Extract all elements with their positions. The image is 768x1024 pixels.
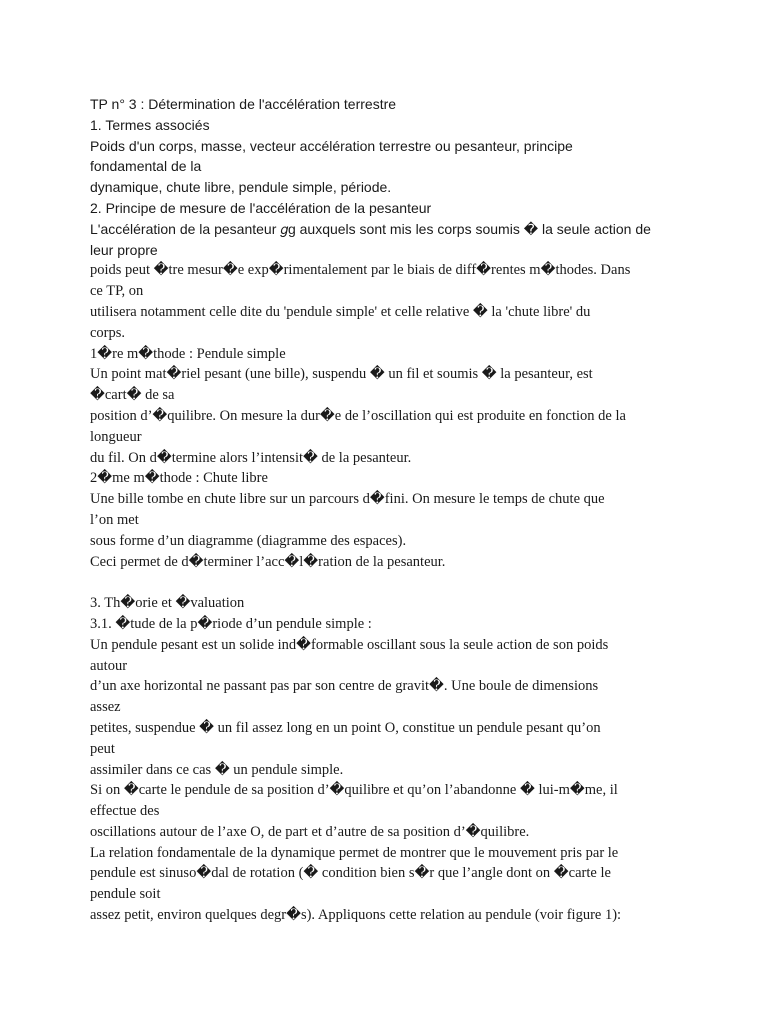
text-line: 3. Th�orie et �valuation [90,595,245,612]
text-line: 3.1. �tude de la p�riode d’un pendule simple : [90,615,372,632]
text-line: 2�me m�thode : Chute libre [90,470,268,487]
text-line: 1�re m�thode : Pendule simple [90,345,286,362]
text-line: corps. [90,324,126,341]
text-line: La relation fondamentale de la dynamique permet de montrer que le mouvement pris par le [90,844,619,861]
text-line: l’on met [90,511,139,528]
text-line: assez [90,699,121,716]
text-line: ce TP, on [90,283,144,300]
text-line: assimiler dans ce cas � un pendule simple. [90,761,344,778]
text-line: utilisera notamment celle dite du 'pendule simple' et celle relative � la 'chute libre' du [90,303,591,320]
text-line: dynamique, chute libre, pendule simple, période. [90,179,392,196]
text-line: poids peut �tre mesur�e exp�rimentalement par le biais de diff�rentes m�thodes. Dans [90,262,631,279]
blank-line [90,572,682,593]
text-line: Un point mat�riel pesant (une bille), suspendu � un fil et soumis � la pesanteur, est [90,366,593,383]
text-line: leur propre [90,241,158,258]
text-line: assez petit, environ quelques degr�s). Appliquons cette relation au pendule (voir figure 1): [90,907,622,924]
text-line: Une bille tombe en chute libre sur un parcours d�fini. On mesure le temps de chute que [90,491,605,508]
text-line: Si on �carte le pendule de sa position d’�quilibre et qu’on l’abandonne � lui-m�me, il [90,782,618,799]
text-line: d’un axe horizontal ne passant pas par son centre de gravit�. Une boule de dimensions [90,678,599,695]
text-line: Ceci permet de d�terminer l’acc�l�ration de la pesanteur. [90,553,446,570]
text-line: autour [90,657,128,674]
text-line: longueur [90,428,142,445]
text-line: sous forme d’un diagramme (diagramme des espaces). [90,532,407,549]
text-line: peut [90,740,115,757]
text-line: effectue des [90,803,160,820]
text-line: Un pendule pesant est un solide ind�formable oscillant sous la seule action de son poids [90,636,609,653]
text-line: pendule est sinuso�dal de rotation (� condition bien s�r que l’angle dont on �carte le [90,865,611,882]
text-line: position d’�quilibre. On mesure la dur�e de l’oscillation qui est produite en fonction de la [90,407,626,424]
text-line: oscillations autour de l’axe O, de part et d’autre de sa position d’�quilibre. [90,823,530,840]
text-line: �cart� de sa [90,387,175,404]
text-line: du fil. On d�termine alors l’intensit� de la pesanteur. [90,449,412,466]
text-line: fondamental de la [90,158,202,175]
text-line: Poids d'un corps, masse, vecteur accélération terrestre ou pesanteur, principe [90,137,573,154]
text-line: pendule soit [90,886,161,903]
text-line: 2. Principe de mesure de l'accélération de la pesanteur [90,199,432,216]
document-page [90,94,682,926]
text-line: 1. Termes associés [90,116,210,133]
text-line: TP n° 3 : Détermination de l'accélération terrestre [90,96,397,112]
text-line: petites, suspendue � un fil assez long en un point O, constitue un pendule pesant qu’on [90,719,601,736]
text-line: L'accélération de la pesanteur 𝑔g auxquels sont mis les corps soumis � la seule action de [90,220,651,237]
